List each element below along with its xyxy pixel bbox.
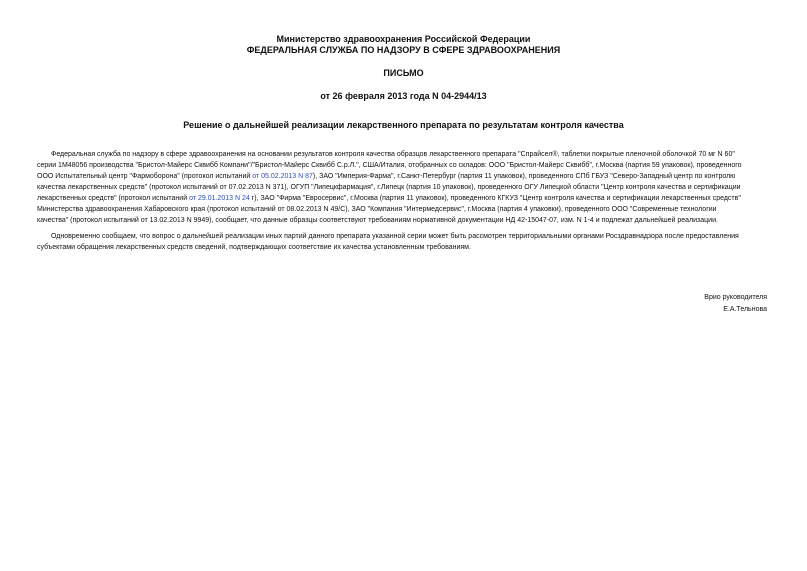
paragraph-line: Министерства здравоохранения Хабаровского края (протокол испытаний от 08.02.2013 N 49/С), ЗАО "Компания "Интермедсервис", г.Москва (партия 4 упаковки), проведенного ООО "Современные технологии — [37, 206, 717, 213]
signatory-position: Врио руководителя — [704, 294, 767, 301]
ministry-name: Министерство здравоохранения Российской Федерации — [276, 34, 531, 44]
protocol-link-87[interactable]: от 05.02.2013 N 87 — [252, 173, 313, 180]
body-paragraph-1 — [37, 149, 772, 226]
paragraph-line — [37, 193, 772, 204]
paragraph-line: Федеральная служба по надзору в сфере здравоохранения на основании результатов контроля качества образцов лекарственного препарата "Спрайсел®, таблетки покрытые пленочной оболочкой 70 мг N 60" — [51, 151, 735, 158]
line-text: г), ЗАО "Фирма "Евросервис", г.Москва (партия 11 упаковок), проведенного КГКУЗ "Центр контроля качества и сертификации лекарственных средств" — [249, 195, 741, 202]
service-name: ФЕДЕРАЛЬНАЯ СЛУЖБА ПО НАДЗОРУ В СФЕРЕ ЗДРАВООХРАНЕНИЯ — [246, 45, 561, 55]
document-date-number: от 26 февраля 2013 года N 04-2944/13 — [320, 91, 487, 101]
paragraph-line: серии 1М48056 производства "Бристол-Майерс Сквибб Компани"/"Бристол-Майерс Сквибб С.р.Л.", США/Италия, отобранных со складов: ООО "Бристол-Майерс Сквибб", г.Москва (партия 59 упаковок), проведенного — [37, 162, 742, 169]
line-text: лекарственных средств" (протокол испытаний — [37, 195, 190, 202]
paragraph-line: Одновременно сообщаем, что вопрос о дальнейшей реализации иных партий данного препарата указанной серии может быть рассмотрен территориальными органами Росздравнадзора после предоставления — [51, 233, 739, 240]
paragraph-line: качества" (протокол испытаний от 13.02.2013 N 9949), сообщает, что данные образцы соответствуют требованиям нормативной документации НД 42-15047-07, изм. N 1-4 и подлежат дальнейшей реализации. — [37, 217, 718, 224]
line-text: ), ЗАО "Империя-Фарма", г.Санкт-Петербург (партия 11 упаковок), проведенного СПб ГБУЗ "Северо-Западный центр по контролю — [312, 173, 736, 180]
body-paragraph-2 — [37, 231, 772, 253]
line-text: ООО Испытательный центр "Фармоборона" (протокол испытаний — [37, 173, 253, 180]
paragraph-line: субъектами обращения лекарственных средств сведений, подтверждающих соответствие их качества установленным требованиям. — [37, 244, 471, 251]
signatory-name: Е.А.Тельнова — [723, 306, 767, 313]
paragraph-line — [37, 171, 772, 182]
paragraph-line: качества лекарственных средств" (протокол испытаний от 07.02.2013 N 371), ОГУП "Липецкфармация", г.Липецк (партия 10 упаковок), проведенного ОГУ Липецкой области "Центр контроля качества и сертификации — [37, 184, 741, 191]
document-type: ПИСЬМО — [383, 68, 424, 78]
protocol-link-24[interactable]: от 29.01.2013 N 24 — [189, 195, 250, 202]
signature-block — [704, 292, 767, 316]
document-subject: Решение о дальнейшей реализации лекарственного препарата по результатам контроля качества — [183, 120, 624, 130]
